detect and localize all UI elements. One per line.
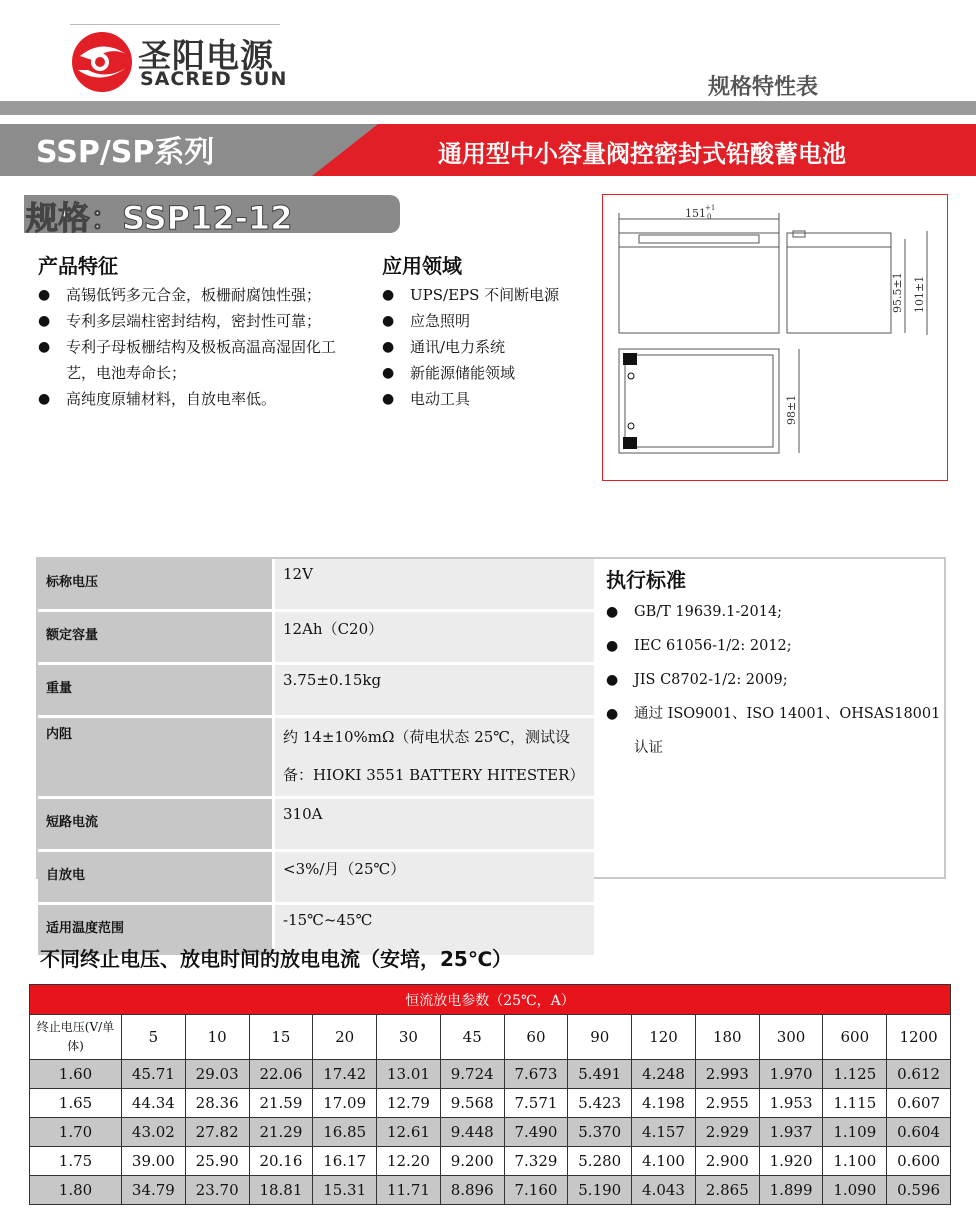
standard-item: ● 通过 ISO9001、ISO 14001、OHSAS18001 认证 <box>606 697 942 765</box>
time-column-header: 120 <box>632 1015 696 1060</box>
table-row <box>30 1118 951 1147</box>
current-cell: 4.198 <box>632 1089 696 1118</box>
discharge-title: 不同终止电压、放电时间的放电电流（安培，25℃） <box>40 947 513 971</box>
current-cell: 0.600 <box>887 1147 951 1176</box>
current-cell: 1.100 <box>823 1147 887 1176</box>
time-column-header: 60 <box>504 1015 568 1060</box>
current-cell: 1.970 <box>759 1060 823 1089</box>
application-item: ● 电动工具 <box>382 386 602 412</box>
discharge-table <box>29 984 951 1205</box>
current-cell: 4.043 <box>632 1176 696 1205</box>
current-cell: 2.929 <box>695 1118 759 1147</box>
features-heading: 产品特征 <box>38 254 118 278</box>
spec-key: 适用温度范围 <box>38 904 274 957</box>
current-cell: 2.900 <box>695 1147 759 1176</box>
time-column-header: 90 <box>568 1015 632 1060</box>
current-cell: 9.568 <box>440 1089 504 1118</box>
current-cell: 5.190 <box>568 1176 632 1205</box>
features-list <box>38 282 348 412</box>
current-cell: 44.34 <box>122 1089 186 1118</box>
current-cell: 1.920 <box>759 1147 823 1176</box>
spec-value: 12V <box>274 559 595 611</box>
feature-item: ● 高锡低钙多元合金，板栅耐腐蚀性强； <box>38 282 348 308</box>
current-cell: 9.448 <box>440 1118 504 1147</box>
time-column-header: 180 <box>695 1015 759 1060</box>
time-column-header: 300 <box>759 1015 823 1060</box>
current-cell: 1.953 <box>759 1089 823 1118</box>
table-row <box>30 1147 951 1176</box>
spec-value: 3.75±0.15kg <box>274 664 595 717</box>
table-row <box>38 664 594 717</box>
current-cell: 29.03 <box>185 1060 249 1089</box>
product-title: 通用型中小容量阀控密封式铅酸蓄电池 <box>438 140 846 168</box>
current-cell: 11.71 <box>377 1176 441 1205</box>
applications-list <box>382 282 602 412</box>
current-cell: 12.61 <box>377 1118 441 1147</box>
current-cell: 1.109 <box>823 1118 887 1147</box>
series-name: SSP/SP系列 <box>36 135 215 170</box>
discharge-caption: 恒流放电参数（25℃，A） <box>30 985 951 1015</box>
current-cell: 9.200 <box>440 1147 504 1176</box>
current-cell: 4.248 <box>632 1060 696 1089</box>
application-item: ● 应急照明 <box>382 308 602 334</box>
standards-section <box>606 564 942 765</box>
spec-value: 约 14±10%mΩ（荷电状态 25℃，测试设备：HIOKI 3551 BATTERY HITESTER） <box>274 717 595 798</box>
current-cell: 17.09 <box>313 1089 377 1118</box>
dim-width-tol-plus: +1 <box>705 204 716 212</box>
standard-item: ● GB/T 19639.1-2014; <box>606 595 942 629</box>
current-cell: 12.20 <box>377 1147 441 1176</box>
dim-depth-label: 98±1 <box>785 394 798 425</box>
time-column-header: 1200 <box>887 1015 951 1060</box>
current-cell: 18.81 <box>249 1176 313 1205</box>
battery-drawing <box>603 195 946 479</box>
brand-name-cn: 圣阳电源 <box>138 36 274 75</box>
current-cell: 0.604 <box>887 1118 951 1147</box>
dim-total-height-label: 101±1 <box>913 275 926 313</box>
current-cell: 21.59 <box>249 1089 313 1118</box>
current-cell: 39.00 <box>122 1147 186 1176</box>
current-cell: 1.937 <box>759 1118 823 1147</box>
current-cell: 7.490 <box>504 1118 568 1147</box>
header-gray-bar <box>0 101 976 115</box>
current-cell: 1.125 <box>823 1060 887 1089</box>
voltage-column-header: 终止电压(V/单体) <box>30 1015 122 1060</box>
current-cell: 2.955 <box>695 1089 759 1118</box>
time-column-header: 5 <box>122 1015 186 1060</box>
feature-item: ● 专利多层端柱密封结构，密封性可靠； <box>38 308 348 334</box>
spec-table <box>38 559 594 958</box>
time-column-header: 20 <box>313 1015 377 1060</box>
end-voltage-cell: 1.80 <box>30 1176 122 1205</box>
current-cell: 22.06 <box>249 1060 313 1089</box>
spec-key: 重量 <box>38 664 274 717</box>
current-cell: 12.79 <box>377 1089 441 1118</box>
dim-width-tol-zero: 0 <box>707 213 712 221</box>
current-cell: 25.90 <box>185 1147 249 1176</box>
dim-height-label: 95.5±1 <box>891 272 904 313</box>
current-cell: 2.993 <box>695 1060 759 1089</box>
spec-value: 310A <box>274 798 595 851</box>
time-column-header: 45 <box>440 1015 504 1060</box>
current-cell: 5.280 <box>568 1147 632 1176</box>
current-cell: 43.02 <box>122 1118 186 1147</box>
document-type: 规格特性表 <box>708 75 819 100</box>
feature-item: ● 高纯度原辅材料，自放电率低。 <box>38 386 348 412</box>
table-row <box>38 717 594 798</box>
current-cell: 7.329 <box>504 1147 568 1176</box>
current-cell: 4.157 <box>632 1118 696 1147</box>
time-column-header: 30 <box>377 1015 441 1060</box>
spec-key: 内阻 <box>38 717 274 798</box>
table-row <box>38 559 594 611</box>
spec-key: 额定容量 <box>38 611 274 664</box>
table-header-row <box>30 1015 951 1060</box>
current-cell: 45.71 <box>122 1060 186 1089</box>
spec-value: 12Ah（C20） <box>274 611 595 664</box>
spec-value: -15℃~45℃ <box>274 904 595 957</box>
feature-item: ● 专利子母板栅结构及极板高温高湿固化工艺，电池寿命长； <box>38 334 348 386</box>
current-cell: 5.370 <box>568 1118 632 1147</box>
current-cell: 7.571 <box>504 1089 568 1118</box>
current-cell: 1.115 <box>823 1089 887 1118</box>
current-cell: 0.612 <box>887 1060 951 1089</box>
end-voltage-cell: 1.75 <box>30 1147 122 1176</box>
spec-key: 短路电流 <box>38 798 274 851</box>
current-cell: 0.607 <box>887 1089 951 1118</box>
dimension-diagram <box>602 194 948 481</box>
current-cell: 16.17 <box>313 1147 377 1176</box>
brand-name-en: SACRED SUN <box>140 68 288 90</box>
end-voltage-cell: 1.60 <box>30 1060 122 1089</box>
end-voltage-cell: 1.65 <box>30 1089 122 1118</box>
current-cell: 13.01 <box>377 1060 441 1089</box>
standard-item: ● IEC 61056-1/2: 2012; <box>606 629 942 663</box>
current-cell: 23.70 <box>185 1176 249 1205</box>
current-cell: 27.82 <box>185 1118 249 1147</box>
table-row <box>38 851 594 904</box>
current-cell: 8.896 <box>440 1176 504 1205</box>
application-item: ● UPS/EPS 不间断电源 <box>382 282 602 308</box>
time-column-header: 10 <box>185 1015 249 1060</box>
table-row <box>30 1176 951 1205</box>
application-item: ● 新能源储能领域 <box>382 360 602 386</box>
applications-heading: 应用领域 <box>382 254 462 278</box>
table-row <box>30 1089 951 1118</box>
current-cell: 28.36 <box>185 1089 249 1118</box>
current-cell: 7.160 <box>504 1176 568 1205</box>
current-cell: 34.79 <box>122 1176 186 1205</box>
current-cell: 9.724 <box>440 1060 504 1089</box>
application-item: ● 通讯/电力系统 <box>382 334 602 360</box>
current-cell: 0.596 <box>887 1176 951 1205</box>
current-cell: 1.899 <box>759 1176 823 1205</box>
model-name: 规格：SSP12-12 <box>26 199 293 237</box>
time-column-header: 600 <box>823 1015 887 1060</box>
current-cell: 16.85 <box>313 1118 377 1147</box>
current-cell: 17.42 <box>313 1060 377 1089</box>
table-row <box>30 1060 951 1089</box>
standard-item: ● JIS C8702-1/2: 2009; <box>606 663 942 697</box>
table-row <box>38 611 594 664</box>
current-cell: 5.423 <box>568 1089 632 1118</box>
spec-key: 自放电 <box>38 851 274 904</box>
current-cell: 7.673 <box>504 1060 568 1089</box>
time-column-header: 15 <box>249 1015 313 1060</box>
current-cell: 5.491 <box>568 1060 632 1089</box>
spec-key: 标称电压 <box>38 559 274 611</box>
current-cell: 4.100 <box>632 1147 696 1176</box>
current-cell: 1.090 <box>823 1176 887 1205</box>
standards-heading: 执行标准 <box>606 568 686 592</box>
current-cell: 20.16 <box>249 1147 313 1176</box>
table-row <box>38 798 594 851</box>
dim-width-label: 151 <box>685 207 706 220</box>
current-cell: 15.31 <box>313 1176 377 1205</box>
end-voltage-cell: 1.70 <box>30 1118 122 1147</box>
current-cell: 2.865 <box>695 1176 759 1205</box>
spec-value: <3%/月（25℃） <box>274 851 595 904</box>
current-cell: 21.29 <box>249 1118 313 1147</box>
header-rule <box>70 24 280 25</box>
